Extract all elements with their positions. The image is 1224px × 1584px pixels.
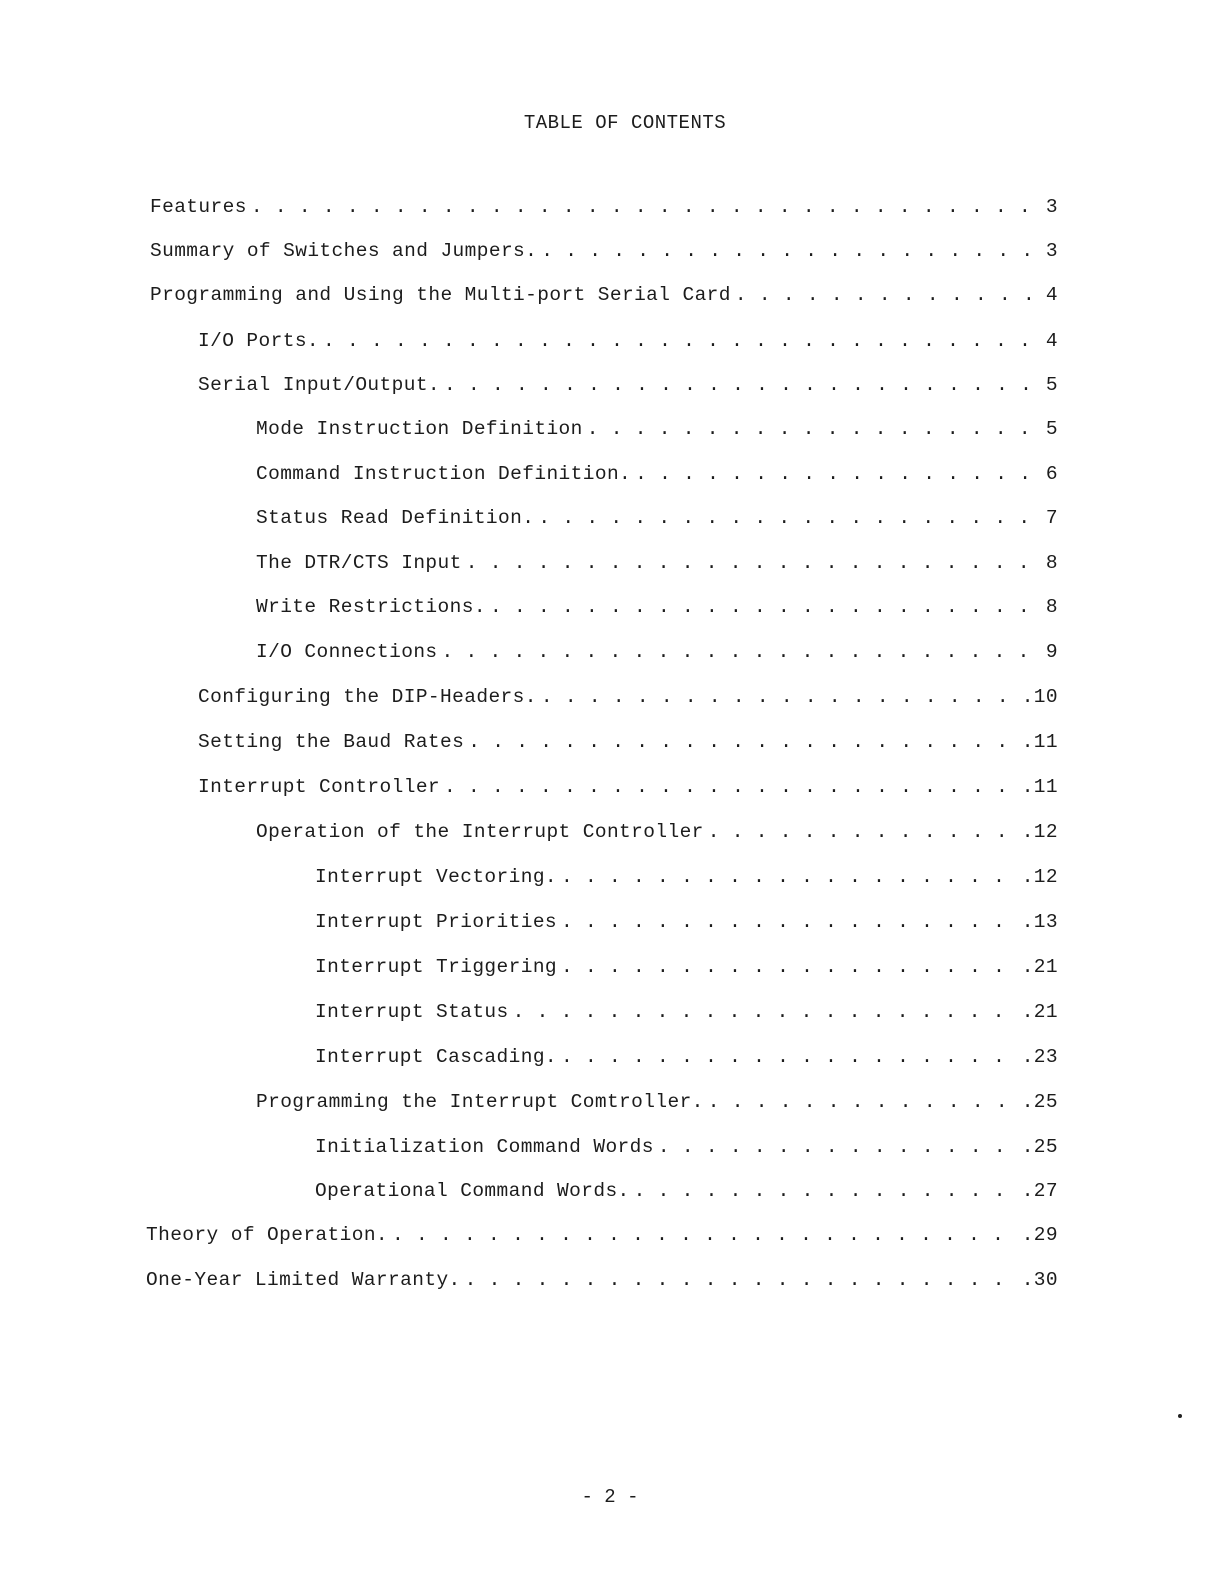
toc-entry [198, 686, 1058, 714]
toc-dot-leader [468, 731, 1019, 753]
toc-dot-leader [561, 956, 1020, 978]
toc-entry-page: 3 [1045, 240, 1058, 262]
toc-entry-page: .29 [1021, 1224, 1058, 1246]
toc-dot-leader [392, 1224, 1020, 1246]
toc-entry-label: Interrupt Status [315, 1001, 509, 1023]
toc-entry [315, 911, 1058, 939]
toc-entry-page: .27 [1021, 1180, 1058, 1202]
toc-entry-label: Configuring the DIP-Headers. [198, 686, 537, 708]
toc-entry-label: Operation of the Interrupt Controller [256, 821, 704, 843]
toc-entry-label: I/O Connections [256, 641, 438, 663]
toc-entry [150, 196, 1058, 224]
toc-dot-leader [561, 866, 1020, 888]
toc-entry-page: .12 [1021, 866, 1058, 888]
toc-dot-leader [635, 463, 1044, 485]
toc-dot-leader [735, 284, 1044, 306]
toc-dot-leader [444, 374, 1044, 396]
toc-entry [256, 821, 1058, 849]
toc-entry-label: Theory of Operation. [146, 1224, 389, 1246]
toc-entry [146, 1224, 1058, 1252]
toc-entry [256, 418, 1058, 446]
toc-entry [198, 374, 1058, 402]
toc-entry [315, 1001, 1058, 1029]
toc-entry-page: .10 [1021, 686, 1058, 708]
toc-dot-leader [708, 1091, 1020, 1113]
toc-entry [150, 240, 1058, 268]
toc-entry-label: Command Instruction Definition. [256, 463, 632, 485]
toc-entry [256, 463, 1058, 491]
toc-entry-label: Status Read Definition. [256, 507, 535, 529]
toc-entry-label: One-Year Limited Warranty. [146, 1269, 461, 1291]
toc-entry [315, 956, 1058, 984]
toc-entry-label: Write Restrictions. [256, 596, 486, 618]
toc-dot-leader [513, 1001, 1020, 1023]
toc-dot-leader [708, 821, 1020, 843]
toc-dot-leader [538, 507, 1044, 529]
toc-entry-label: Serial Input/Output. [198, 374, 441, 396]
toc-dot-leader [541, 686, 1020, 708]
toc-entry-page: .13 [1021, 911, 1058, 933]
toc-entry-page: 7 [1045, 507, 1058, 529]
toc-entry [315, 1136, 1058, 1164]
page-number: - 2 - [581, 1486, 639, 1508]
toc-entry-label: Programming the Interrupt Comtroller. [256, 1091, 704, 1113]
toc-entry-page: .21 [1021, 1001, 1058, 1023]
toc-dot-leader [658, 1136, 1020, 1158]
toc-entry-page: 4 [1045, 284, 1058, 306]
toc-dot-leader [561, 911, 1020, 933]
toc-entry [315, 1180, 1058, 1208]
toc-entry-label: Features [150, 196, 247, 218]
toc-entry-page: .23 [1021, 1046, 1058, 1068]
toc-entry [198, 731, 1058, 759]
toc-entry-page: .11 [1021, 731, 1058, 753]
toc-entry-page: 5 [1045, 374, 1058, 396]
toc-dot-leader [466, 552, 1044, 574]
toc-entry-label: Interrupt Controller [198, 776, 441, 798]
toc-entry-page: .21 [1021, 956, 1058, 978]
toc-entry-label: Interrupt Triggering [315, 956, 558, 978]
toc-entry-label: Setting the Baud Rates [198, 731, 465, 753]
toc-entry [315, 1046, 1058, 1074]
toc-entry [315, 866, 1058, 894]
toc-entry-label: Programming and Using the Multi-port Serial Card [150, 284, 731, 306]
toc-entry [256, 641, 1058, 669]
toc-entry-page: .25 [1021, 1091, 1058, 1113]
toc-dot-leader [490, 596, 1044, 618]
toc-entry [256, 507, 1058, 535]
toc-dot-leader [465, 1269, 1020, 1291]
toc-entry-label: Interrupt Cascading. [315, 1046, 558, 1068]
toc-entry-label: Interrupt Priorities [315, 911, 558, 933]
toc-dot-leader [561, 1046, 1020, 1068]
toc-entry [256, 1091, 1058, 1119]
toc-entry [198, 330, 1058, 358]
toc-entry-page: .11 [1021, 776, 1058, 798]
scan-speck [1178, 1414, 1182, 1418]
toc-entry-page: 4 [1045, 330, 1058, 352]
toc-entry-page: 5 [1045, 418, 1058, 440]
toc-entry-page: 6 [1045, 463, 1058, 485]
page-title: TABLE OF CONTENTS [523, 112, 727, 134]
toc-dot-leader [251, 196, 1044, 218]
toc-entry-page: 8 [1045, 552, 1058, 574]
toc-entry-label: Initialization Command Words [315, 1136, 654, 1158]
toc-entry [256, 596, 1058, 624]
toc-entry-page: .30 [1021, 1269, 1058, 1291]
toc-entry-label: I/O Ports. [198, 330, 320, 352]
toc-entry-label: Summary of Switches and Jumpers. [150, 240, 538, 262]
toc-entry [150, 284, 1058, 312]
toc-entry-label: Operational Command Words. [315, 1180, 630, 1202]
toc-entry-page: 9 [1045, 641, 1058, 663]
toc-entry [146, 1269, 1058, 1297]
toc-entry-page: 3 [1045, 196, 1058, 218]
toc-dot-leader [541, 240, 1044, 262]
toc-entry-page: .25 [1021, 1136, 1058, 1158]
toc-entry-label: Mode Instruction Definition [256, 418, 583, 440]
toc-dot-leader [323, 330, 1044, 352]
toc-dot-leader [442, 641, 1044, 663]
toc-entry-label: The DTR/CTS Input [256, 552, 462, 574]
toc-entry-page: 8 [1045, 596, 1058, 618]
toc-dot-leader [634, 1180, 1020, 1202]
toc-entry [256, 552, 1058, 580]
toc-entry-page: .12 [1021, 821, 1058, 843]
toc-dot-leader [587, 418, 1044, 440]
toc-dot-leader [444, 776, 1020, 798]
toc-entry-label: Interrupt Vectoring. [315, 866, 558, 888]
toc-entry [198, 776, 1058, 804]
